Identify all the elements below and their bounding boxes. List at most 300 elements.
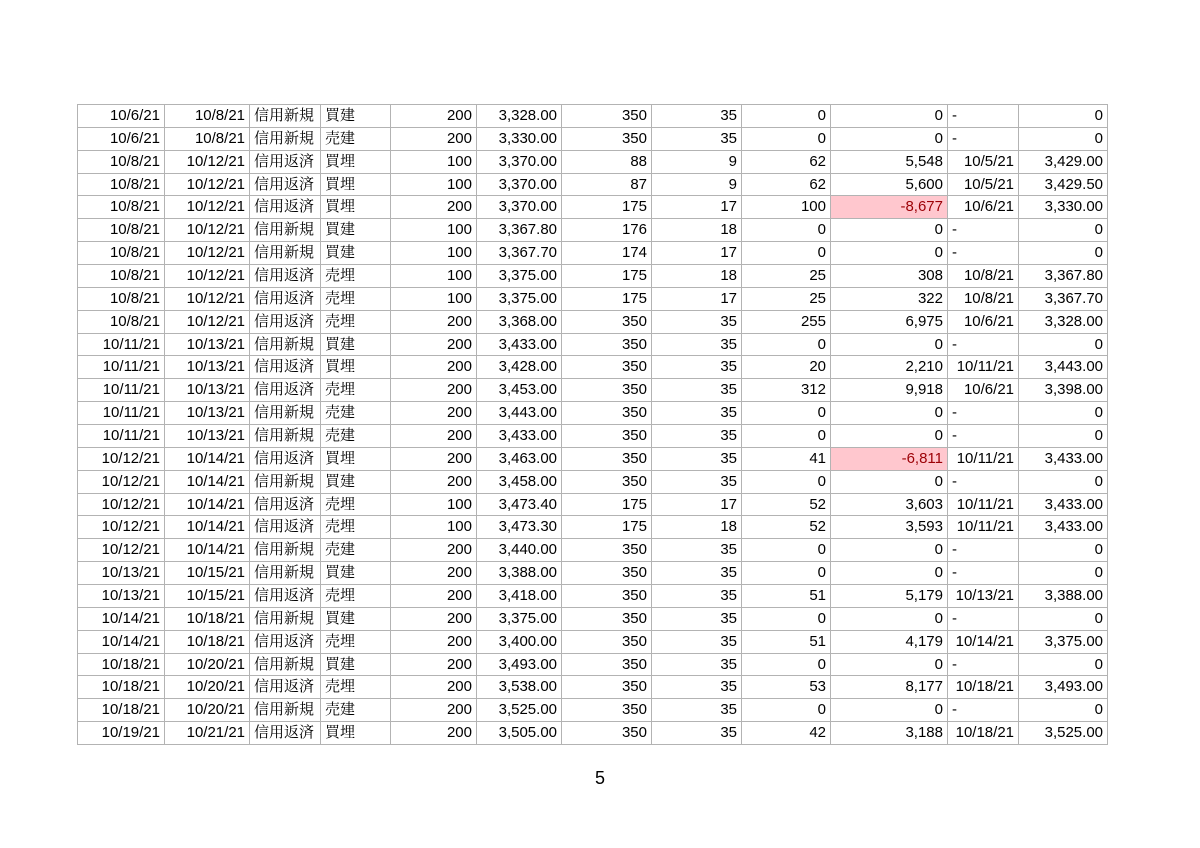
interest-cell: 100 bbox=[742, 196, 831, 219]
price-cell: 3,370.00 bbox=[477, 150, 562, 173]
open-price-cell: 0 bbox=[1019, 539, 1108, 562]
trade-date-cell: 10/8/21 bbox=[78, 196, 165, 219]
open-date-cell: - bbox=[948, 242, 1019, 265]
price-cell: 3,433.00 bbox=[477, 425, 562, 448]
table-row bbox=[78, 699, 1108, 722]
settlement-date-cell: 10/12/21 bbox=[165, 196, 250, 219]
quantity-cell: 100 bbox=[391, 516, 477, 539]
settlement-date-cell: 10/14/21 bbox=[165, 493, 250, 516]
quantity-cell: 200 bbox=[391, 562, 477, 585]
quantity-cell: 200 bbox=[391, 127, 477, 150]
tax-cell: 35 bbox=[652, 447, 742, 470]
trade-category-cell: 信用新規 bbox=[250, 219, 321, 242]
trade-category-cell: 信用新規 bbox=[250, 242, 321, 265]
interest-cell: 255 bbox=[742, 310, 831, 333]
open-date-cell: - bbox=[948, 562, 1019, 585]
trade-side-cell: 売建 bbox=[321, 402, 391, 425]
trade-date-cell: 10/8/21 bbox=[78, 150, 165, 173]
open-price-cell: 0 bbox=[1019, 562, 1108, 585]
quantity-cell: 200 bbox=[391, 196, 477, 219]
price-cell: 3,328.00 bbox=[477, 105, 562, 128]
open-price-cell: 0 bbox=[1019, 219, 1108, 242]
trade-date-cell: 10/12/21 bbox=[78, 493, 165, 516]
open-date-cell: 10/8/21 bbox=[948, 287, 1019, 310]
quantity-cell: 200 bbox=[391, 607, 477, 630]
open-date-cell: 10/18/21 bbox=[948, 676, 1019, 699]
settlement-date-cell: 10/12/21 bbox=[165, 173, 250, 196]
table-row bbox=[78, 470, 1108, 493]
tax-cell: 35 bbox=[652, 653, 742, 676]
commission-cell: 350 bbox=[562, 562, 652, 585]
price-cell: 3,473.40 bbox=[477, 493, 562, 516]
commission-cell: 350 bbox=[562, 127, 652, 150]
interest-cell: 0 bbox=[742, 402, 831, 425]
interest-cell: 51 bbox=[742, 630, 831, 653]
commission-cell: 350 bbox=[562, 699, 652, 722]
table-row bbox=[78, 219, 1108, 242]
table-row bbox=[78, 287, 1108, 310]
profit-loss-cell: 0 bbox=[831, 470, 948, 493]
open-date-cell: 10/8/21 bbox=[948, 265, 1019, 288]
profit-loss-cell: 0 bbox=[831, 562, 948, 585]
profit-loss-cell: 0 bbox=[831, 402, 948, 425]
quantity-cell: 200 bbox=[391, 379, 477, 402]
open-price-cell: 3,375.00 bbox=[1019, 630, 1108, 653]
commission-cell: 350 bbox=[562, 585, 652, 608]
trade-side-cell: 買埋 bbox=[321, 356, 391, 379]
tax-cell: 35 bbox=[652, 105, 742, 128]
trade-date-cell: 10/18/21 bbox=[78, 676, 165, 699]
commission-cell: 350 bbox=[562, 379, 652, 402]
interest-cell: 0 bbox=[742, 105, 831, 128]
profit-loss-cell: 3,188 bbox=[831, 722, 948, 745]
interest-cell: 62 bbox=[742, 150, 831, 173]
tax-cell: 35 bbox=[652, 722, 742, 745]
interest-cell: 0 bbox=[742, 607, 831, 630]
quantity-cell: 200 bbox=[391, 722, 477, 745]
profit-loss-cell: 0 bbox=[831, 425, 948, 448]
commission-cell: 175 bbox=[562, 287, 652, 310]
commission-cell: 350 bbox=[562, 105, 652, 128]
profit-loss-cell: 4,179 bbox=[831, 630, 948, 653]
trade-side-cell: 売埋 bbox=[321, 310, 391, 333]
open-price-cell: 3,328.00 bbox=[1019, 310, 1108, 333]
quantity-cell: 100 bbox=[391, 173, 477, 196]
settlement-date-cell: 10/15/21 bbox=[165, 585, 250, 608]
tax-cell: 35 bbox=[652, 562, 742, 585]
price-cell: 3,400.00 bbox=[477, 630, 562, 653]
tax-cell: 35 bbox=[652, 676, 742, 699]
quantity-cell: 100 bbox=[391, 265, 477, 288]
interest-cell: 0 bbox=[742, 653, 831, 676]
trade-category-cell: 信用返済 bbox=[250, 722, 321, 745]
settlement-date-cell: 10/20/21 bbox=[165, 676, 250, 699]
price-cell: 3,375.00 bbox=[477, 287, 562, 310]
settlement-date-cell: 10/12/21 bbox=[165, 242, 250, 265]
interest-cell: 0 bbox=[742, 562, 831, 585]
table-row bbox=[78, 493, 1108, 516]
open-date-cell: 10/11/21 bbox=[948, 447, 1019, 470]
profit-loss-cell: 3,593 bbox=[831, 516, 948, 539]
open-price-cell: 3,330.00 bbox=[1019, 196, 1108, 219]
trade-date-cell: 10/6/21 bbox=[78, 105, 165, 128]
quantity-cell: 200 bbox=[391, 470, 477, 493]
trade-category-cell: 信用新規 bbox=[250, 425, 321, 448]
interest-cell: 25 bbox=[742, 265, 831, 288]
trade-category-cell: 信用返済 bbox=[250, 379, 321, 402]
settlement-date-cell: 10/14/21 bbox=[165, 470, 250, 493]
settlement-date-cell: 10/13/21 bbox=[165, 402, 250, 425]
trade-side-cell: 売建 bbox=[321, 539, 391, 562]
trade-date-cell: 10/11/21 bbox=[78, 425, 165, 448]
commission-cell: 350 bbox=[562, 470, 652, 493]
table-row bbox=[78, 607, 1108, 630]
profit-loss-cell: 0 bbox=[831, 105, 948, 128]
quantity-cell: 200 bbox=[391, 105, 477, 128]
price-cell: 3,525.00 bbox=[477, 699, 562, 722]
trade-side-cell: 売埋 bbox=[321, 516, 391, 539]
quantity-cell: 100 bbox=[391, 150, 477, 173]
tax-cell: 18 bbox=[652, 516, 742, 539]
table-row bbox=[78, 539, 1108, 562]
trade-side-cell: 買建 bbox=[321, 607, 391, 630]
trade-date-cell: 10/13/21 bbox=[78, 585, 165, 608]
settlement-date-cell: 10/20/21 bbox=[165, 699, 250, 722]
trade-side-cell: 買埋 bbox=[321, 150, 391, 173]
tax-cell: 35 bbox=[652, 607, 742, 630]
price-cell: 3,458.00 bbox=[477, 470, 562, 493]
table-row bbox=[78, 127, 1108, 150]
commission-cell: 350 bbox=[562, 630, 652, 653]
commission-cell: 175 bbox=[562, 493, 652, 516]
table-row bbox=[78, 630, 1108, 653]
quantity-cell: 200 bbox=[391, 447, 477, 470]
commission-cell: 175 bbox=[562, 265, 652, 288]
commission-cell: 350 bbox=[562, 425, 652, 448]
open-date-cell: - bbox=[948, 333, 1019, 356]
open-date-cell: 10/11/21 bbox=[948, 516, 1019, 539]
open-date-cell: 10/6/21 bbox=[948, 310, 1019, 333]
open-date-cell: - bbox=[948, 699, 1019, 722]
tax-cell: 17 bbox=[652, 196, 742, 219]
trade-category-cell: 信用返済 bbox=[250, 585, 321, 608]
quantity-cell: 200 bbox=[391, 630, 477, 653]
trade-date-cell: 10/8/21 bbox=[78, 219, 165, 242]
open-date-cell: 10/18/21 bbox=[948, 722, 1019, 745]
profit-loss-cell: 6,975 bbox=[831, 310, 948, 333]
trade-side-cell: 買建 bbox=[321, 653, 391, 676]
interest-cell: 53 bbox=[742, 676, 831, 699]
trade-side-cell: 買埋 bbox=[321, 722, 391, 745]
quantity-cell: 100 bbox=[391, 242, 477, 265]
trade-date-cell: 10/12/21 bbox=[78, 447, 165, 470]
settlement-date-cell: 10/12/21 bbox=[165, 219, 250, 242]
table-row bbox=[78, 379, 1108, 402]
trade-side-cell: 買建 bbox=[321, 242, 391, 265]
table-row bbox=[78, 265, 1108, 288]
settlement-date-cell: 10/12/21 bbox=[165, 287, 250, 310]
tax-cell: 18 bbox=[652, 219, 742, 242]
trade-category-cell: 信用返済 bbox=[250, 447, 321, 470]
quantity-cell: 200 bbox=[391, 676, 477, 699]
tax-cell: 9 bbox=[652, 150, 742, 173]
trade-date-cell: 10/14/21 bbox=[78, 630, 165, 653]
open-date-cell: 10/14/21 bbox=[948, 630, 1019, 653]
trade-side-cell: 買埋 bbox=[321, 447, 391, 470]
commission-cell: 175 bbox=[562, 196, 652, 219]
trade-date-cell: 10/18/21 bbox=[78, 699, 165, 722]
profit-loss-cell: -8,677 bbox=[831, 196, 948, 219]
open-price-cell: 3,433.00 bbox=[1019, 447, 1108, 470]
trade-side-cell: 買建 bbox=[321, 562, 391, 585]
tax-cell: 17 bbox=[652, 493, 742, 516]
open-price-cell: 0 bbox=[1019, 402, 1108, 425]
interest-cell: 0 bbox=[742, 219, 831, 242]
open-date-cell: 10/5/21 bbox=[948, 173, 1019, 196]
open-price-cell: 0 bbox=[1019, 699, 1108, 722]
profit-loss-cell: 5,179 bbox=[831, 585, 948, 608]
open-date-cell: 10/5/21 bbox=[948, 150, 1019, 173]
price-cell: 3,375.00 bbox=[477, 607, 562, 630]
quantity-cell: 200 bbox=[391, 356, 477, 379]
settlement-date-cell: 10/14/21 bbox=[165, 539, 250, 562]
open-price-cell: 3,493.00 bbox=[1019, 676, 1108, 699]
interest-cell: 51 bbox=[742, 585, 831, 608]
open-price-cell: 3,443.00 bbox=[1019, 356, 1108, 379]
quantity-cell: 200 bbox=[391, 402, 477, 425]
trade-side-cell: 売建 bbox=[321, 425, 391, 448]
settlement-date-cell: 10/20/21 bbox=[165, 653, 250, 676]
trade-date-cell: 10/8/21 bbox=[78, 173, 165, 196]
open-date-cell: - bbox=[948, 105, 1019, 128]
commission-cell: 88 bbox=[562, 150, 652, 173]
tax-cell: 35 bbox=[652, 425, 742, 448]
settlement-date-cell: 10/8/21 bbox=[165, 105, 250, 128]
price-cell: 3,428.00 bbox=[477, 356, 562, 379]
open-date-cell: 10/6/21 bbox=[948, 196, 1019, 219]
commission-cell: 350 bbox=[562, 539, 652, 562]
profit-loss-cell: 9,918 bbox=[831, 379, 948, 402]
interest-cell: 52 bbox=[742, 493, 831, 516]
open-price-cell: 3,367.70 bbox=[1019, 287, 1108, 310]
table-row bbox=[78, 722, 1108, 745]
open-price-cell: 0 bbox=[1019, 127, 1108, 150]
trade-category-cell: 信用新規 bbox=[250, 470, 321, 493]
trade-category-cell: 信用新規 bbox=[250, 562, 321, 585]
trade-side-cell: 買建 bbox=[321, 105, 391, 128]
interest-cell: 312 bbox=[742, 379, 831, 402]
open-price-cell: 0 bbox=[1019, 333, 1108, 356]
open-price-cell: 3,388.00 bbox=[1019, 585, 1108, 608]
interest-cell: 0 bbox=[742, 333, 831, 356]
open-price-cell: 0 bbox=[1019, 242, 1108, 265]
open-date-cell: - bbox=[948, 219, 1019, 242]
trade-date-cell: 10/12/21 bbox=[78, 470, 165, 493]
trade-date-cell: 10/12/21 bbox=[78, 539, 165, 562]
profit-loss-cell: 322 bbox=[831, 287, 948, 310]
trade-category-cell: 信用返済 bbox=[250, 150, 321, 173]
interest-cell: 0 bbox=[742, 539, 831, 562]
price-cell: 3,367.80 bbox=[477, 219, 562, 242]
commission-cell: 87 bbox=[562, 173, 652, 196]
trade-side-cell: 売埋 bbox=[321, 287, 391, 310]
settlement-date-cell: 10/18/21 bbox=[165, 607, 250, 630]
trade-category-cell: 信用新規 bbox=[250, 402, 321, 425]
tax-cell: 35 bbox=[652, 310, 742, 333]
profit-loss-cell: 0 bbox=[831, 242, 948, 265]
interest-cell: 52 bbox=[742, 516, 831, 539]
tax-cell: 35 bbox=[652, 699, 742, 722]
trade-side-cell: 売埋 bbox=[321, 493, 391, 516]
profit-loss-cell: 308 bbox=[831, 265, 948, 288]
quantity-cell: 100 bbox=[391, 493, 477, 516]
price-cell: 3,463.00 bbox=[477, 447, 562, 470]
trade-side-cell: 売建 bbox=[321, 699, 391, 722]
table-row bbox=[78, 653, 1108, 676]
trade-side-cell: 売埋 bbox=[321, 265, 391, 288]
tax-cell: 18 bbox=[652, 265, 742, 288]
quantity-cell: 200 bbox=[391, 653, 477, 676]
commission-cell: 350 bbox=[562, 310, 652, 333]
profit-loss-cell: 0 bbox=[831, 127, 948, 150]
price-cell: 3,368.00 bbox=[477, 310, 562, 333]
interest-cell: 0 bbox=[742, 699, 831, 722]
open-date-cell: 10/13/21 bbox=[948, 585, 1019, 608]
open-date-cell: - bbox=[948, 402, 1019, 425]
open-price-cell: 0 bbox=[1019, 425, 1108, 448]
price-cell: 3,388.00 bbox=[477, 562, 562, 585]
trade-category-cell: 信用返済 bbox=[250, 676, 321, 699]
page-number: 5 bbox=[594, 768, 605, 788]
tax-cell: 35 bbox=[652, 539, 742, 562]
tax-cell: 9 bbox=[652, 173, 742, 196]
commission-cell: 175 bbox=[562, 516, 652, 539]
open-date-cell: - bbox=[948, 470, 1019, 493]
open-date-cell: - bbox=[948, 607, 1019, 630]
interest-cell: 0 bbox=[742, 242, 831, 265]
open-price-cell: 3,367.80 bbox=[1019, 265, 1108, 288]
settlement-date-cell: 10/13/21 bbox=[165, 425, 250, 448]
trade-side-cell: 買建 bbox=[321, 219, 391, 242]
commission-cell: 350 bbox=[562, 653, 652, 676]
trade-category-cell: 信用新規 bbox=[250, 653, 321, 676]
trade-category-cell: 信用返済 bbox=[250, 493, 321, 516]
trade-side-cell: 買建 bbox=[321, 333, 391, 356]
settlement-date-cell: 10/18/21 bbox=[165, 630, 250, 653]
tax-cell: 35 bbox=[652, 470, 742, 493]
profit-loss-cell: -6,811 bbox=[831, 447, 948, 470]
profit-loss-cell: 0 bbox=[831, 219, 948, 242]
trade-date-cell: 10/14/21 bbox=[78, 607, 165, 630]
trade-category-cell: 信用返済 bbox=[250, 630, 321, 653]
table-row bbox=[78, 676, 1108, 699]
tax-cell: 35 bbox=[652, 356, 742, 379]
tax-cell: 17 bbox=[652, 242, 742, 265]
settlement-date-cell: 10/14/21 bbox=[165, 447, 250, 470]
table-row bbox=[78, 196, 1108, 219]
table-body bbox=[78, 105, 1108, 745]
open-date-cell: 10/11/21 bbox=[948, 493, 1019, 516]
trade-category-cell: 信用新規 bbox=[250, 539, 321, 562]
quantity-cell: 200 bbox=[391, 585, 477, 608]
settlement-date-cell: 10/12/21 bbox=[165, 310, 250, 333]
trade-category-cell: 信用新規 bbox=[250, 127, 321, 150]
price-cell: 3,538.00 bbox=[477, 676, 562, 699]
quantity-cell: 200 bbox=[391, 539, 477, 562]
price-cell: 3,433.00 bbox=[477, 333, 562, 356]
profit-loss-cell: 0 bbox=[831, 699, 948, 722]
trade-category-cell: 信用新規 bbox=[250, 333, 321, 356]
interest-cell: 42 bbox=[742, 722, 831, 745]
trade-category-cell: 信用返済 bbox=[250, 356, 321, 379]
trade-category-cell: 信用返済 bbox=[250, 196, 321, 219]
price-cell: 3,443.00 bbox=[477, 402, 562, 425]
settlement-date-cell: 10/15/21 bbox=[165, 562, 250, 585]
trade-category-cell: 信用返済 bbox=[250, 287, 321, 310]
trade-category-cell: 信用新規 bbox=[250, 607, 321, 630]
open-price-cell: 3,525.00 bbox=[1019, 722, 1108, 745]
trade-side-cell: 売埋 bbox=[321, 379, 391, 402]
commission-cell: 176 bbox=[562, 219, 652, 242]
table-row bbox=[78, 562, 1108, 585]
price-cell: 3,453.00 bbox=[477, 379, 562, 402]
table-row bbox=[78, 585, 1108, 608]
open-date-cell: 10/11/21 bbox=[948, 356, 1019, 379]
trade-side-cell: 買建 bbox=[321, 470, 391, 493]
tax-cell: 35 bbox=[652, 585, 742, 608]
table-row bbox=[78, 242, 1108, 265]
profit-loss-cell: 0 bbox=[831, 333, 948, 356]
trade-category-cell: 信用返済 bbox=[250, 265, 321, 288]
trade-date-cell: 10/11/21 bbox=[78, 356, 165, 379]
trade-date-cell: 10/8/21 bbox=[78, 287, 165, 310]
price-cell: 3,375.00 bbox=[477, 265, 562, 288]
tax-cell: 35 bbox=[652, 333, 742, 356]
table-row bbox=[78, 447, 1108, 470]
table-row bbox=[78, 150, 1108, 173]
interest-cell: 20 bbox=[742, 356, 831, 379]
table-row bbox=[78, 356, 1108, 379]
settlement-date-cell: 10/8/21 bbox=[165, 127, 250, 150]
price-cell: 3,440.00 bbox=[477, 539, 562, 562]
trade-date-cell: 10/8/21 bbox=[78, 265, 165, 288]
profit-loss-cell: 2,210 bbox=[831, 356, 948, 379]
price-cell: 3,330.00 bbox=[477, 127, 562, 150]
price-cell: 3,418.00 bbox=[477, 585, 562, 608]
trade-date-cell: 10/19/21 bbox=[78, 722, 165, 745]
commission-cell: 350 bbox=[562, 333, 652, 356]
interest-cell: 62 bbox=[742, 173, 831, 196]
settlement-date-cell: 10/13/21 bbox=[165, 356, 250, 379]
tax-cell: 35 bbox=[652, 402, 742, 425]
table-row bbox=[78, 402, 1108, 425]
open-date-cell: - bbox=[948, 653, 1019, 676]
trade-category-cell: 信用新規 bbox=[250, 699, 321, 722]
price-cell: 3,370.00 bbox=[477, 173, 562, 196]
profit-loss-cell: 3,603 bbox=[831, 493, 948, 516]
trade-side-cell: 売埋 bbox=[321, 676, 391, 699]
open-price-cell: 3,429.50 bbox=[1019, 173, 1108, 196]
commission-cell: 174 bbox=[562, 242, 652, 265]
profit-loss-cell: 8,177 bbox=[831, 676, 948, 699]
open-price-cell: 3,398.00 bbox=[1019, 379, 1108, 402]
settlement-date-cell: 10/13/21 bbox=[165, 333, 250, 356]
interest-cell: 41 bbox=[742, 447, 831, 470]
commission-cell: 350 bbox=[562, 676, 652, 699]
trade-category-cell: 信用返済 bbox=[250, 516, 321, 539]
price-cell: 3,370.00 bbox=[477, 196, 562, 219]
open-price-cell: 0 bbox=[1019, 653, 1108, 676]
